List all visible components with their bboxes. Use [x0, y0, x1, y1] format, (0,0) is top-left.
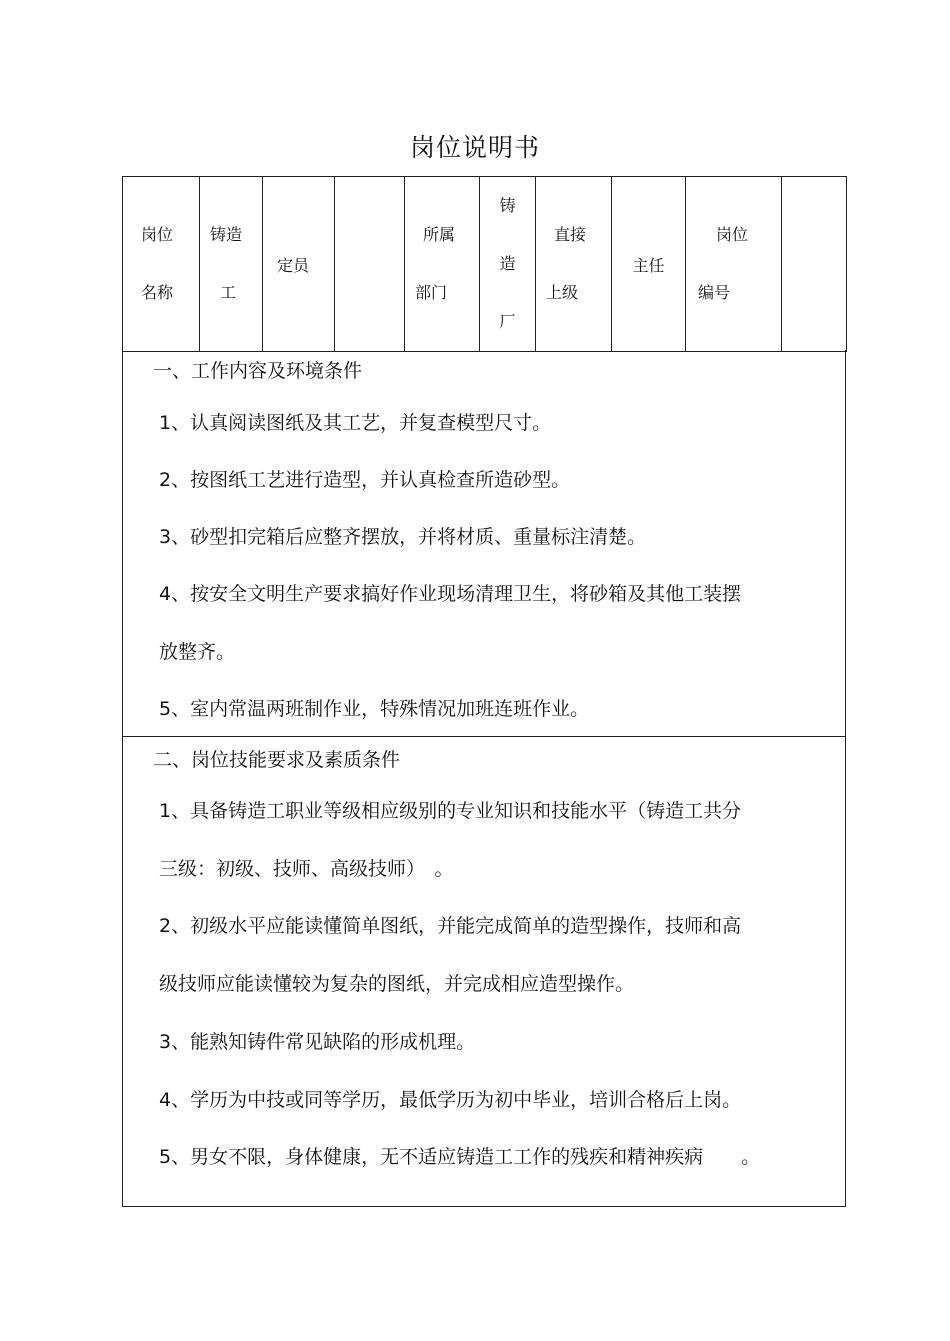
section2-item: 5、男女不限，身体健康，无不适应铸造工工作的残疾和精神疾病 。 [159, 1146, 761, 1168]
quota-label: 定员 [277, 255, 310, 275]
post-name-label-line2: 名称 [141, 283, 174, 302]
section2-item: 级技师应能读懂较为复杂的图纸，并完成相应造型操作。 [159, 973, 635, 995]
section1-item: 1、认真阅读图纸及其工艺，并复查模型尺寸。 [159, 412, 552, 434]
section-work-content [122, 350, 846, 737]
dept-label-line1: 所属 [423, 225, 456, 244]
superior-label-cell [536, 177, 612, 352]
superior-label-line2: 上级 [546, 283, 579, 302]
section1-heading: 一、工作内容及环境条件 [153, 360, 363, 382]
section2-item: 4、学历为中技或同等学历，最低学历为初中毕业，培训合格后上岗。 [159, 1089, 742, 1111]
quota-value-cell [335, 177, 405, 352]
section-skill-requirements [122, 737, 846, 1207]
post-no-value-cell [782, 177, 847, 352]
dept-label-cell [405, 177, 480, 352]
post-name-value-cell [200, 177, 263, 352]
superior-value-cell [612, 177, 686, 352]
post-name-label-cell [123, 177, 200, 352]
dept-value-char1: 铸 [499, 196, 516, 215]
dept-label-line2: 部门 [415, 283, 448, 302]
post-info-table [122, 176, 847, 352]
quota-label-cell [263, 177, 335, 352]
dept-value-cell [480, 177, 536, 352]
section2-item: 三级：初级、技师、高级技师） 。 [159, 858, 454, 880]
post-no-label-cell [686, 177, 782, 352]
section2-heading: 二、岗位技能要求及素质条件 [153, 749, 401, 771]
section2-item: 1、具备铸造工职业等级相应级别的专业知识和技能水平（铸造工共分 [159, 800, 742, 822]
post-name-value-line2: 工 [220, 283, 237, 302]
section2-item: 3、能熟知铸件常见缺陷的形成机理。 [159, 1031, 476, 1053]
dept-value-char2: 造 [499, 254, 516, 273]
section1-item: 2、按图纸工艺进行造型，并认真检查所造砂型。 [159, 469, 571, 491]
section1-item: 4、按安全文明生产要求搞好作业现场清理卫生，将砂箱及其他工装摆 [159, 583, 742, 605]
section2-item: 2、初级水平应能读懂简单图纸，并能完成简单的造型操作，技师和高 [159, 915, 742, 937]
document-title: 岗位说明书 [409, 133, 540, 162]
superior-label-line1: 直接 [554, 225, 587, 244]
post-no-label-line1: 岗位 [716, 225, 749, 244]
post-no-label-line2: 编号 [698, 283, 731, 302]
section1-item: 放整齐。 [159, 641, 236, 663]
post-name-value-line1: 铸造 [210, 225, 243, 244]
superior-value: 主任 [632, 255, 665, 275]
post-name-label-line1: 岗位 [141, 225, 174, 244]
dept-value-char3: 厂 [499, 312, 516, 331]
section1-item: 3、砂型扣完箱后应整齐摆放，并将材质、重量标注清楚。 [159, 526, 647, 548]
section1-item: 5、室内常温两班制作业，特殊情况加班连班作业。 [159, 698, 590, 720]
